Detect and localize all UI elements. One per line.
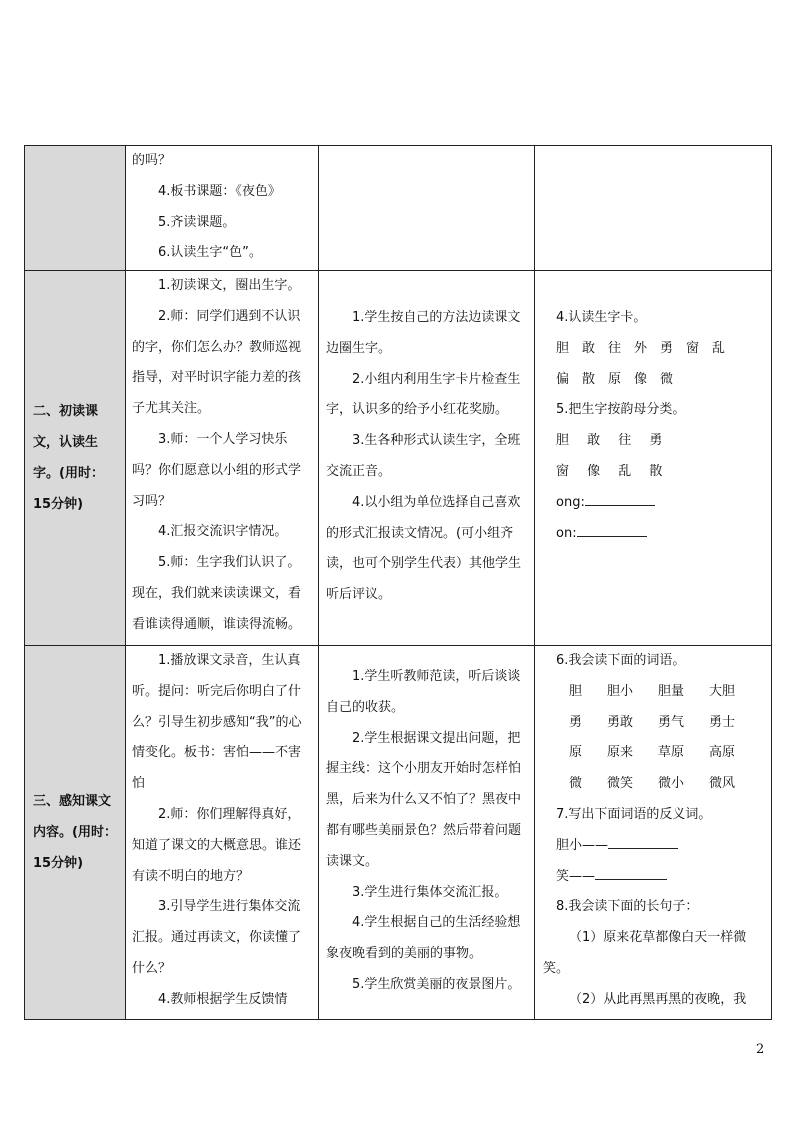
stage-cell xyxy=(25,646,126,1020)
practice-step: 6.我会读下面的词语。 xyxy=(556,653,686,668)
character-list: 胆 敢 往 勇 xyxy=(556,433,663,449)
student-step: 5.学生欣赏美丽的夜景图片。 xyxy=(352,976,521,992)
word: 原来 xyxy=(607,745,634,761)
teacher-step: 的吗？ xyxy=(132,153,172,168)
practice-cell xyxy=(535,271,772,646)
teacher-step: 4.教师根据学生反馈情 xyxy=(158,991,288,1007)
practice-step: 4.认读生字卡。 xyxy=(556,310,647,325)
word: 胆量 xyxy=(658,683,685,699)
word: 微风 xyxy=(709,776,736,792)
teacher-activity-cell xyxy=(126,146,319,271)
word: 高原 xyxy=(709,745,736,761)
student-step: 1.学生听教师范读，听后谈谈自己的收获。 xyxy=(326,669,521,715)
word: 胆 xyxy=(569,683,583,699)
fill-label: on: xyxy=(556,525,577,541)
practice-step: 7.写出下面词语的反义词。 xyxy=(556,806,712,822)
teacher-step: 2.师：同学们遇到不认识的字，你们怎么办？教师巡视指导，对平时识字能力差的孩子尤其关注。 xyxy=(132,308,302,417)
answer-blank xyxy=(608,834,678,849)
sentence: （2）从此再黑再黑的夜晚，我 xyxy=(569,991,747,1007)
character-list: 胆敢往外勇窗乱 xyxy=(556,340,739,356)
word: 草原 xyxy=(658,745,685,761)
fill-line-on xyxy=(543,519,765,550)
lesson-plan-table xyxy=(24,145,772,1020)
teacher-step: 3.师：一个人学习快乐吗？你们愿意以小组的形式学习吗？ xyxy=(132,431,302,509)
student-step: 3.学生进行集体交流汇报。 xyxy=(352,884,508,900)
word: 大胆 xyxy=(709,683,736,699)
word: 勇 xyxy=(569,714,583,730)
practice-step: 8.我会读下面的长句子： xyxy=(556,899,699,915)
word-list xyxy=(543,738,765,769)
word: 微小 xyxy=(658,776,685,792)
teacher-step: 1.播放课文录音，生认真听。提问：听完后你明白了什么？引导生初步感知“我”的心情变化。板书：害怕——不害怕 xyxy=(132,653,302,792)
word-list xyxy=(543,708,765,739)
word-list xyxy=(543,677,765,708)
teacher-activity-cell xyxy=(126,271,319,646)
teacher-step: 1.初读课文，圈出生字。 xyxy=(158,278,301,293)
word: 勇敢 xyxy=(607,714,634,730)
teacher-step: 2.师：你们理解得真好，知道了课文的大概意思。谁还有读不明白的地方？ xyxy=(132,806,302,884)
sentence: （1）原来花草都像白天一样微笑。 xyxy=(543,930,747,976)
fill-label: ong: xyxy=(556,494,585,510)
teacher-step: 3.引导学生进行集体交流汇报。通过再读文，你读懂了什么？ xyxy=(132,899,302,976)
word: 勇气 xyxy=(658,714,685,730)
stage-cell xyxy=(25,271,126,646)
student-step: 2.小组内利用生字卡片检查生字，认识多的给予小红花奖励。 xyxy=(326,371,521,418)
word: 微笑 xyxy=(607,776,634,792)
teacher-step: 5.师：生字我们认识了。现在，我们就来读读课文，看看谁读得通顺，谁读得流畅。 xyxy=(132,555,302,632)
antonym-line xyxy=(543,862,765,893)
practice-step: 5.把生字按韵母分类。 xyxy=(556,402,686,418)
word: 胆小 xyxy=(607,683,634,699)
practice-cell xyxy=(535,646,772,1020)
teacher-step: 6.认读生字“色”。 xyxy=(158,245,262,261)
student-activity-cell xyxy=(319,646,535,1020)
character-list: 偏散原像微 xyxy=(556,371,687,387)
answer-blank xyxy=(577,522,647,537)
word: 原 xyxy=(569,745,583,761)
character-list: 窗 像 乱 散 xyxy=(556,463,663,479)
fill-line-ong xyxy=(543,488,765,519)
student-step: 1.学生按自己的方法边读课文边圈生字。 xyxy=(326,310,521,356)
stage-cell xyxy=(25,146,126,271)
student-step: 3.生各种形式认读生字，全班交流正音。 xyxy=(326,433,521,479)
answer-blank xyxy=(585,491,655,506)
answer-blank xyxy=(595,865,667,880)
table-row xyxy=(25,146,772,271)
student-activity-cell xyxy=(319,271,535,646)
student-activity-cell xyxy=(319,146,535,271)
student-step: 4.以小组为单位选择自己喜欢的形式汇报读文情况。(可小组齐读，也可个别学生代表）其他学生听后评议。 xyxy=(326,494,522,603)
teacher-step: 4.板书课题：《夜色》 xyxy=(158,183,281,199)
word: 微 xyxy=(569,776,583,792)
stage-title: 三、感知课文内容。(用时：15分钟) xyxy=(33,794,117,871)
student-step: 4.学生根据自己的生活经验想象夜晚看到的美丽的事物。 xyxy=(326,915,521,962)
antonym-line xyxy=(543,831,765,862)
table-row xyxy=(25,271,772,646)
student-step: 2.学生根据课文提出问题，把握主线：这个小朋友开始时怎样怕黑，后来为什么又不怕了？黑夜中都有哪些美丽景色？然后带着问题读课文。 xyxy=(326,730,522,869)
antonym-prompt: 笑—— xyxy=(556,868,596,884)
antonym-prompt: 胆小—— xyxy=(556,837,609,853)
teacher-step: 4.汇报交流识字情况。 xyxy=(158,524,288,540)
practice-cell xyxy=(535,146,772,271)
teacher-step: 5.齐读课题。 xyxy=(158,214,236,230)
word-list xyxy=(543,769,765,800)
teacher-activity-cell xyxy=(126,646,319,1020)
stage-title: 二、初读课文，认读生字。(用时：15分钟) xyxy=(33,404,104,512)
page-number: 2 xyxy=(756,1042,765,1057)
word: 勇士 xyxy=(709,714,736,730)
table-row xyxy=(25,646,772,1020)
